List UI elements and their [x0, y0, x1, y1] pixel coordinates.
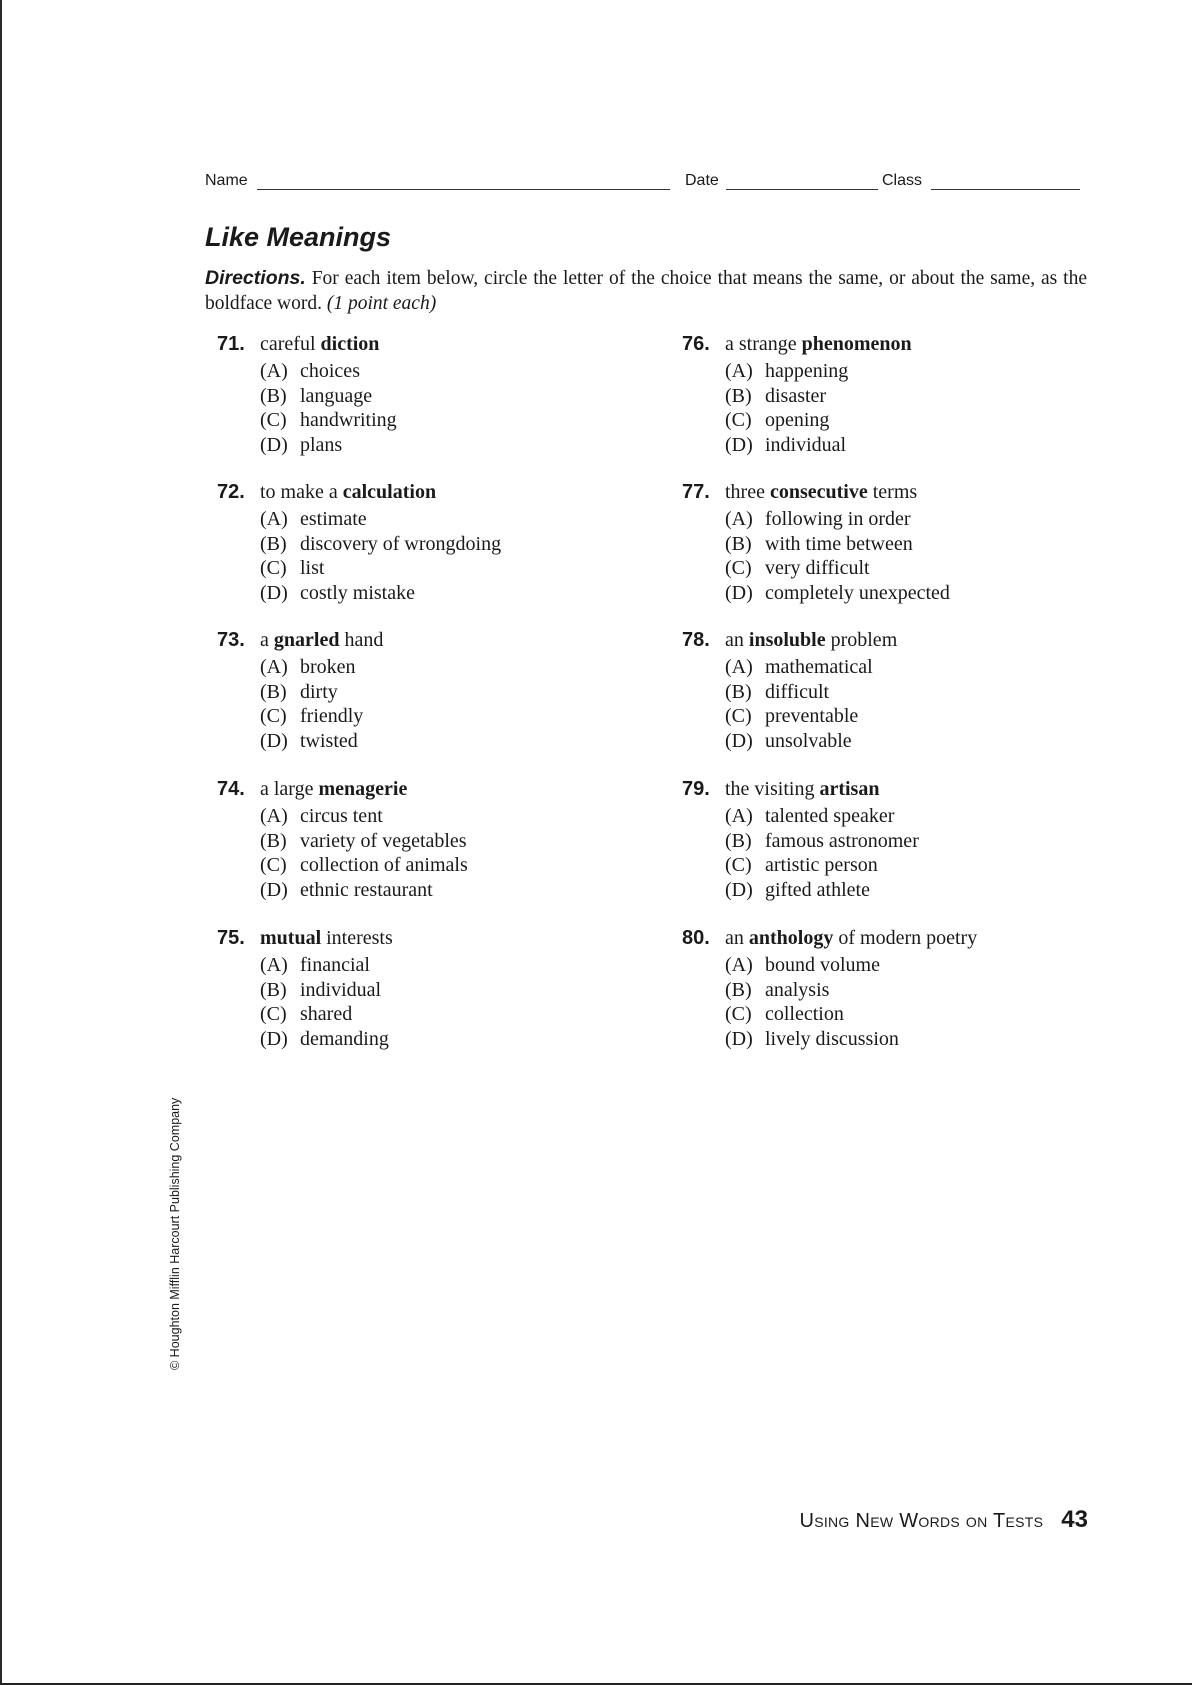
choice-list	[217, 655, 637, 753]
answer-choice[interactable]: (C) handwriting	[260, 409, 397, 432]
answer-choice[interactable]: (D) completely unexpected	[725, 581, 950, 604]
question-stem: 80. an anthology of modern poetry	[682, 927, 978, 949]
choice-list	[217, 359, 637, 457]
answer-choice[interactable]: (D) plans	[260, 433, 343, 456]
answer-choice[interactable]: (C) opening	[725, 409, 830, 432]
question-item	[682, 776, 1102, 902]
answer-choice[interactable]: (B) discovery of wrongdoing	[260, 532, 502, 555]
answer-choice[interactable]: (B) difficult	[725, 680, 830, 703]
answer-choice[interactable]: (B) disaster	[725, 384, 827, 407]
question-number: 71.	[217, 333, 245, 355]
name-field[interactable]	[257, 189, 670, 190]
question-stem: 76. a strange phenomenon	[682, 333, 912, 355]
answer-choice[interactable]: (C) collection	[725, 1003, 844, 1026]
question-item	[682, 925, 1102, 1051]
boldface-word: insoluble	[748, 629, 826, 651]
answer-choice[interactable]: (B) with time between	[725, 532, 913, 555]
question-number: 75.	[217, 927, 245, 949]
question-item	[217, 925, 637, 1051]
directions-text: For each item below, circle the letter of the choice that means the same, or about the same, as the boldface word.	[205, 268, 1088, 314]
choice-list	[682, 359, 1102, 457]
answer-choice[interactable]: (C) list	[260, 557, 325, 580]
answer-choice[interactable]: (D) lively discussion	[725, 1027, 899, 1050]
answer-choice[interactable]: (A) financial	[260, 954, 370, 976]
question-item	[682, 479, 1102, 605]
directions-note: (1 point each)	[326, 293, 437, 314]
choice-list	[682, 804, 1102, 902]
boldface-word: calculation	[342, 481, 437, 503]
answer-choice[interactable]: (C) preventable	[725, 705, 859, 728]
question-stem: 74. a large menagerie	[217, 778, 408, 800]
boldface-word: gnarled	[273, 629, 340, 651]
answer-choice[interactable]: (B) dirty	[260, 680, 338, 703]
date-label: Date	[685, 172, 719, 189]
answer-choice[interactable]: (B) famous astronomer	[725, 829, 919, 852]
answer-choice[interactable]: (D) gifted athlete	[725, 878, 870, 901]
answer-choice[interactable]: (B) analysis	[725, 978, 830, 1001]
answer-choice[interactable]: (A) mathematical	[725, 656, 873, 678]
question-stem: 79. the visiting artisan	[682, 778, 880, 800]
question-stem: 77. three consecutive terms	[682, 481, 918, 503]
answer-choice[interactable]: (D) individual	[725, 433, 847, 456]
answer-choice[interactable]: (A) broken	[260, 656, 356, 678]
question-number: 77.	[682, 481, 710, 503]
question-number: 79.	[682, 778, 710, 800]
date-field[interactable]	[726, 189, 878, 190]
answer-choice[interactable]: (A) choices	[260, 360, 360, 382]
question-number: 78.	[682, 629, 710, 651]
question-stem: 75. mutual interests	[217, 927, 393, 949]
answer-choice[interactable]: (B) variety of vegetables	[260, 829, 467, 852]
choice-list	[217, 507, 637, 605]
answer-choice[interactable]: (A) talented speaker	[725, 805, 895, 827]
answer-choice[interactable]: (B) individual	[260, 978, 382, 1001]
boldface-word: mutual	[260, 927, 322, 949]
question-stem: 78. an insoluble problem	[682, 629, 898, 651]
question-item	[682, 627, 1102, 753]
page-left-edge	[0, 0, 2, 1685]
choice-list	[217, 953, 637, 1051]
directions	[205, 266, 1087, 316]
choice-list	[682, 655, 1102, 753]
boldface-word: phenomenon	[801, 333, 912, 355]
boldface-word: menagerie	[318, 778, 408, 800]
directions-label: Directions.	[205, 267, 306, 289]
question-item	[217, 776, 637, 902]
question-item	[217, 627, 637, 753]
page-footer	[740, 1506, 1088, 1534]
footer-text: Using New Words on Tests	[799, 1510, 1044, 1532]
question-item	[217, 479, 637, 605]
question-item	[682, 331, 1102, 457]
question-number: 72.	[217, 481, 245, 503]
answer-choice[interactable]: (A) estimate	[260, 508, 367, 530]
boldface-word: anthology	[748, 927, 834, 949]
choice-list	[682, 507, 1102, 605]
answer-choice[interactable]: (B) language	[260, 384, 373, 407]
question-number: 73.	[217, 629, 245, 651]
question-item	[217, 331, 637, 457]
answer-choice[interactable]: (A) following in order	[725, 508, 911, 530]
choice-list	[217, 804, 637, 902]
name-label: Name	[205, 172, 248, 189]
answer-choice[interactable]: (C) artistic person	[725, 854, 878, 877]
answer-choice[interactable]: (D) ethnic restaurant	[260, 878, 433, 901]
choice-list	[682, 953, 1102, 1051]
answer-choice[interactable]: (D) twisted	[260, 729, 358, 752]
question-stem: 73. a gnarled hand	[217, 629, 384, 651]
answer-choice[interactable]: (C) shared	[260, 1003, 353, 1026]
answer-choice[interactable]: (D) demanding	[260, 1027, 389, 1050]
question-stem: 72. to make a calculation	[217, 481, 437, 503]
answer-choice[interactable]: (C) very difficult	[725, 557, 870, 580]
question-stem: 71. careful diction	[217, 333, 380, 355]
page-title: Like Meanings	[205, 222, 392, 252]
answer-choice[interactable]: (A) circus tent	[260, 805, 383, 827]
question-number: 74.	[217, 778, 245, 800]
student-info-header	[205, 172, 1080, 194]
class-label: Class	[882, 172, 923, 189]
answer-choice[interactable]: (C) friendly	[260, 705, 364, 728]
answer-choice[interactable]: (D) costly mistake	[260, 581, 415, 604]
boldface-word: artisan	[819, 778, 880, 800]
answer-choice[interactable]: (D) unsolvable	[725, 729, 852, 752]
copyright-notice: © Houghton Mifflin Harcourt Publishing Company	[168, 1097, 182, 1370]
answer-choice[interactable]: (A) happening	[725, 360, 849, 382]
page-number: 43	[1061, 1506, 1088, 1533]
answer-choice[interactable]: (A) bound volume	[725, 954, 880, 976]
class-field[interactable]	[931, 189, 1080, 190]
answer-choice[interactable]: (C) collection of animals	[260, 854, 468, 877]
boldface-word: consecutive	[769, 481, 868, 503]
question-number: 80.	[682, 927, 710, 949]
boldface-word: diction	[320, 333, 380, 355]
question-number: 76.	[682, 333, 710, 355]
